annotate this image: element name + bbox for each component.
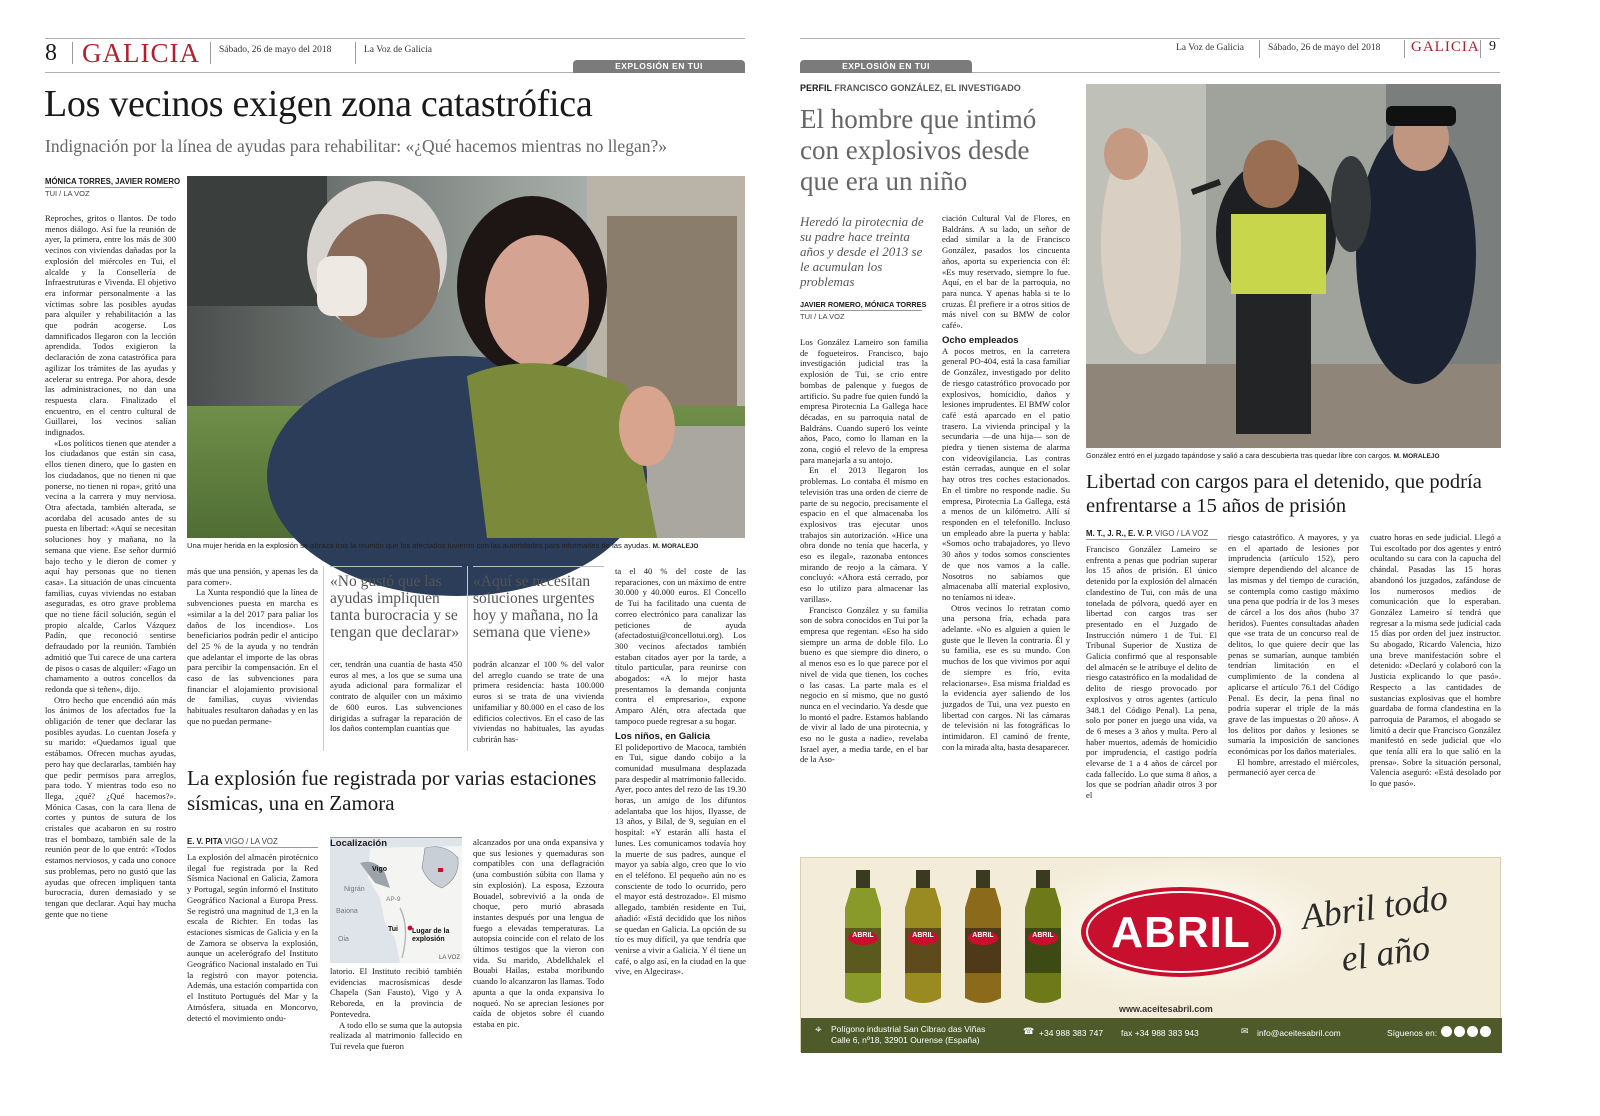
kicker xyxy=(800,83,1021,93)
header-divider xyxy=(1480,40,1481,58)
paragraph: podrán alcanzar el 100 % del valor del arreglo cuando se trate de una primera residencia: hasta 100.000 euros si se trata de una vivienda unifamiliar y 80.000 en el caso de los edificios colectivos. En el caso de las viviendas no habituales, las ayudas cubrirán has- xyxy=(473,659,604,744)
paragraph: más que una pensión, y apenas les da para comer». xyxy=(187,566,318,587)
sub-headline: La explosión fue registrada por varias estaciones sísmicas, una en Zamora xyxy=(187,766,597,815)
header-divider xyxy=(210,42,211,64)
youtube-icon[interactable] xyxy=(1480,1026,1491,1037)
right-page xyxy=(800,0,1600,1116)
bottle-label: ABRIL xyxy=(1032,932,1054,939)
court-column-c xyxy=(1086,544,1217,825)
section-name: GALICIA xyxy=(1411,39,1480,55)
phone-icon: ☎ xyxy=(1023,1026,1035,1036)
paragraph: El hombre, arrestado el miércoles, permaneció ayer cerca de xyxy=(1228,756,1359,778)
paragraph: Francisco González y su familia son de sobra conocidos en Tui por la empresa que regentan. «Eso ha sido siempre un arma de doble filo. Lo bueno es que siempre dio dinero, o al menos eso es lo que parece por el nivel de vida que tienen, los coches o las casas. La parte mala es el negocio en sí mismo, que no gustó nunca en el vecindario. Ya desde que lo montó el padre. Estamos hablando de vivir al lado de una pirotecnia, y eso no le gusta a nadie», revelaba Israel ayer, a media tarde, en el bar de la Aso- xyxy=(800,604,928,765)
abril-logo: ABRIL xyxy=(1111,908,1251,957)
sub-dateline: VIGO / LA VOZ xyxy=(224,837,278,846)
kicker-text: FRANCISCO GONZÁLEZ, EL INVESTIGADO xyxy=(834,83,1021,93)
dateline-2: VIGO / LA VOZ xyxy=(1154,529,1209,538)
header-divider xyxy=(72,42,73,64)
paragraph: latorio. El Instituto recibió también evidencias macrosísmicas desde Chapela (San Fausto), Vigo y A Reboreda, en la provincia de Pontevedra. xyxy=(330,966,462,1019)
subheading-children: Los niños, en Galicia xyxy=(615,730,711,742)
header-divider xyxy=(355,42,356,64)
email-icon: ✉ xyxy=(1241,1026,1249,1036)
photo-caption xyxy=(1086,451,1501,460)
map-marker-label: Lugar de la explosión xyxy=(412,928,450,943)
paragraph: ciación Cultural Val de Flores, en Baldráns. A su lado, un señor de edad similar a la de Francisco González, pasados los cincuenta años, aporta su experiencia con él: «Es muy reservado, siempre lo fue. Aquí, en el bar de la parroquia, no para nunca. Y apenas habla si te lo cruzas. Él prefiere ir a otros sitios de más nivel con su BMW de color café». xyxy=(942,213,1070,331)
photo-illustration xyxy=(1086,84,1501,448)
paragraph: La explosión del almacén pirotécnico ilegal fue registrada por la Red Sísmica Nacional en Galicia, Zamora y Portugal, según informó el Instituto Geográfico Nacional a Europa Press. Se registró una magnitud de 1,3 en la escala de Richter. En todas las estaciones sísmicas de Galicia y en la de Zamora se observa la explosión, aunque un acelerógrafo del Instituto Geográfico Nacional instalado en Tui la registró con mayor potencia. Además, una estación compartida con el Instituto Portugués del Mar y la Atmósfera, situada en Moncorvo, detectó el movimiento ondu- xyxy=(187,852,318,1023)
header-divider xyxy=(1259,40,1260,58)
twitter-icon[interactable] xyxy=(1441,1026,1452,1037)
sub-byline xyxy=(187,837,318,848)
byline: JAVIER ROMERO, MÓNICA TORRES xyxy=(800,300,927,309)
ad-phone: +34 988 383 747 xyxy=(1039,1028,1104,1038)
photo-caption xyxy=(187,541,745,550)
paragraph: Los González Lameiro son familia de fogueteiros. Francisco, bajo investigación judicial tras la explosión de Tui, se crio entre bombas de palenque y fuegos de artificio. Su padre fue quien fundó la empresa Pirotecnia La Gallega hace décadas, en su parroquia natal de Baldráns. Cuando superó los veinte años, Paco, como lo llaman en la zona, cogió el relevo de la empresa para manejarla a su antojo. xyxy=(800,337,928,465)
court-column-e xyxy=(1370,532,1501,825)
slogan-line-1: Abril todo xyxy=(1298,876,1451,938)
paragraph: «Los políticos tienen que atender a los ciudadanos que están sin casa, ellos tienen dinero, que lo gasten en los ciudadanos, que no tienen ni que ponerse, no tienen ni ropa», gritó una vecina a la carrera y muy nerviosa. Otra afectada, también alterada, se acordaba del acusado antes de su puesta en libertad: «Aquí se necesitan soluciones hoy y mañana, no la semana que viene. Ese señor durmió bajo techo y le dieron de comer y aquí hay personas que no tienen casa». La situación de unas cincuenta familias, cuyas viviendas no estaban aseguradas, es otro grave problema que no tiene fácil solución, según el propio alcalde, Carlos Vázquez Padín, que reconoció sentirse defraudado por la reunión. También admitió que Tui carece de una cartera de pisos o casas de alquiler: «Fago un chamamento a outros concellos da redonda que si teñen», dijo. xyxy=(45,437,176,694)
pull-quote-2: «Aquí se necesitan soluciones urgentes hoy y mañana, no la semana que viene» xyxy=(473,566,604,641)
map-label: Baiona xyxy=(336,908,358,915)
map-label: AP-9 xyxy=(386,896,401,903)
headline-2: Libertad con cargos para el detenido, que podría enfrentarse a 15 años de prisión xyxy=(1086,471,1482,517)
facebook-icon[interactable] xyxy=(1467,1026,1478,1037)
headline: Los vecinos exigen zona catastrófica xyxy=(44,83,593,125)
pull-quote-1: «No gustó que las ayudas impliquen tanta burocracia y se tengan que declarar» xyxy=(330,566,462,641)
page-date: Sábado, 26 de mayo del 2018 xyxy=(219,45,332,55)
section-name: GALICIA xyxy=(82,38,200,68)
byline-2-authors: M. T., J. R., E. V. P. xyxy=(1086,529,1153,538)
article-column-1 xyxy=(45,213,176,1058)
map-label: Vigo xyxy=(372,866,388,873)
page-number: 9 xyxy=(1489,39,1496,54)
bottle-label: ABRIL xyxy=(852,932,874,939)
left-page xyxy=(0,0,790,1116)
location-pin-icon: ⌖ xyxy=(815,1022,822,1036)
photo-credit: M. MORALEJO xyxy=(1393,453,1440,460)
sub-byline-author: E. V. PITA xyxy=(187,837,223,846)
paragraph: El polideportivo de Macoca, también en Tui, sigue dando cobijo a la comunidad musulmana desplazada para despedir al matrimonio fallecido. Ayer, poco antes del rezo de las 19.30 horas, un amigo de los difuntos adelantaba que los hijos, Ilyasse, de 13 años, y Bilal, de 9, seguían en el hospital: «Y estarán allí hasta el lunes. Les comunicamos todavía hoy la muerte de sus padres, aunque el mayor ya sabía algo, creo que lo vio en el teléfono. El pequeño aún no es consciente de todo lo ocurrido, pero el mayor está destrozado». El mismo allegado, también residente en Tui, añadió: «Está decidido que los niños se quedan en Galicia. La opción de su tío es muy difícil, ya que tendría que venirse a vivir a Galicia. Y él tiene un café, o algo así, en la ciudad en la que vive, en Algeciras». xyxy=(615,741,747,977)
paragraph: En el 2013 llegaron los problemas. Lo contaba él mismo en televisión tras una orden de cierre de parte de su negocio, precisamente el espacio en el que almacenaba los explosivos tras ejecutar unos trabajos sin autorización. «Hice una obra donde no tenía que hacerla, y eso es ilegal», razonaba entonces mirando de reojo a la cámara. Y concluyó: «Ahora está cerrado, por eso lo utilizo para almacenar las varillas». xyxy=(800,465,928,604)
paragraph: Otro hecho que encendió aún más los ánimos de los afectados fue la obligación de tener que declarar las posibles ayudas. Lo cuentan Josefa y su marido: «Quedamos igual que estábamos. Ofrecen muchas ayudas, pero hay que declararlas, también hay que pedir permisos para arreglos, para todo. Y mientras todo eso no llega, ¿qué? ¿Qué hacemos?». Mónica Casas, con la cara llena de cortes y puntos de sutura de los cristales que acabaron en su rostro tras el bombazo, también sale de la reunión peor de lo que entró: «Todos estamos nerviosos, y cada uno conoce sus problemas, pero no gustó que las ayudas que ofrecen impliquen tanta burocracia, duren demasiado y se tengan que declarar. Aquí hay mucha gente que no tiene xyxy=(45,694,176,919)
social-icons xyxy=(1441,1026,1491,1037)
column-rule xyxy=(323,566,324,751)
sub-article-column-2 xyxy=(330,966,462,1058)
ad-url[interactable]: www.aceitesabril.com xyxy=(1119,1004,1213,1014)
paragraph: Otros vecinos lo retratan como una persona fría, echada para adelante. «No es alguien a quien le guste que le lleven la contraria. Él y su familia, ese es su mundo. Con muchos de los que vivimos por aquí de siempre es frío, evita relacionarse». Esa misma frialdad es la evidencia ayer saliendo de los juzgados de Tui, una vez puesto en libertad con cargos. Ni las cámaras de televisión ni las fotográficas lo intimidaron. El caminó de frente, con la mirada alta, hasta desaparecer. xyxy=(942,602,1070,752)
court-column-d xyxy=(1228,532,1359,825)
page-number: 8 xyxy=(45,40,57,66)
headline: El hombre que intimó con explosivos desde que era un niño xyxy=(800,104,1037,196)
article-column-4 xyxy=(473,659,604,751)
sub-article-column-3 xyxy=(473,837,604,1058)
sub-article-column-1 xyxy=(187,852,318,1058)
map-label: Tui xyxy=(388,926,398,933)
column-rule xyxy=(467,566,468,751)
paragraph: A todo ello se suma que la autopsia realizada al matrimonio fallecido en Tui revela que fueron xyxy=(330,1019,462,1051)
location-map xyxy=(330,837,462,962)
map-credit: LA VOZ xyxy=(438,955,460,961)
paragraph: ta el 40 % del coste de las reparaciones, con un máximo de entre 30.000 y 40.000 euros. El Concello de Tui ha facilitado una cuenta de correo electrónico para canalizar las peticiones de ayuda (afectadostui@concellotui.org). Los 300 vecinos afectados también estaban citados ayer por la tarde, a título particular, para reunirse con abogados: «A lo mejor hasta presentamos la demanda conjunta contra el empresario», expone Amparo Alén, otra afectada que tampoco puede regresar a su hogar. xyxy=(615,566,746,726)
standfirst: Heredó la pirotecnia de su padre hace treinta años y desde el 2013 se le acumulan los problemas xyxy=(800,214,924,289)
paragraph: cuatro horas en sede judicial. Llegó a Tui escoltado por dos agentes y entró ocultando su cara con la capucha del chándal. Pasadas las 15 horas abandonó los juzgados, zafándose de los numerosos medios de comunicación que lo esperaban. González Lameiro sí tendrá que regresar a la misma sede judicial cada 15 días por orden del juez instructor. Su abogado, Ricardo Valencia, hizo una breve manifestación sobre el detenido: «Declaró y colaboró con la Justicia explicando lo que pasó». Respecto a las cantidades de sustancias explosivas que el hombre guardaba de forma clandestina en la parroquia de Paramos, el abogado se limitó a decir que Francisco González manifestó en sede judicial que «lo que tenía allí era lo que salió en la prensa». Sobre la situación personal, Valencia aseguró: «Está desolado por lo que pasó». xyxy=(1370,532,1501,789)
article-column-5 xyxy=(615,566,746,1058)
ad-follow-label: Síguenos en: xyxy=(1387,1028,1438,1038)
photo-credit: M. MORALEJO xyxy=(652,543,699,550)
paragraph: Reproches, gritos o llantos. De todo menos diálogo. Así fue la reunión de ayer, la primera, entre los más de 300 vecinos con viviendas dañadas por la explosión del miércoles en Tui, el alcalde y la Consellería de Infraestruturas e Vivenda. El objetivo era informar personalmente a las víctimas sobre las posibles ayudas para alquiler y rehabilitación a las que podrán acogerse. Los damnificados llegaron con la lección aprendida. Todos exigieron la declaración de zona catastrófica para agilizar los trámites de las ayudas y acelerar su entrega. Por ahora, desde las administraciones, no dan una respuesta clara. Finalizado el encuentro, en el centro cultural de Guillarei, los vecinos salían indignados. xyxy=(45,213,176,438)
ad-address-line-2: Calle 6, nº18, 32901 Ourense (España) xyxy=(831,1035,980,1045)
ad-fax: fax +34 988 383 943 xyxy=(1121,1028,1199,1038)
instagram-icon[interactable] xyxy=(1454,1026,1465,1037)
section-tag: EXPLOSIÓN EN TUI xyxy=(800,60,972,73)
dateline: TUI / LA VOZ xyxy=(800,312,845,321)
map-label: Nigrán xyxy=(344,886,365,893)
header-divider xyxy=(1404,40,1405,58)
court-photo xyxy=(1086,84,1501,448)
article-column-3 xyxy=(330,659,462,751)
article-column-2 xyxy=(187,566,318,751)
header-rule xyxy=(800,38,1500,39)
profile-column-b xyxy=(942,213,1070,825)
ad-address-line-1: Polígono industrial San Cibrao das Viñas xyxy=(831,1024,986,1034)
subhead: Indignación por la línea de ayudas para rehabilitar: «¿Qué hacemos mientras no llegan?» xyxy=(45,136,667,156)
profile-column-a xyxy=(800,337,928,825)
bottle-label: ABRIL xyxy=(972,932,994,939)
map-title: Localización xyxy=(330,838,388,849)
photo-illustration xyxy=(187,176,745,538)
paragraph: Francisco González Lameiro se enfrenta a penas que podrían superar los 15 años de prisión. El único detenido por la explosión del almacén clandestino de Tui, con más de una tonelada de pólvora, quedó ayer en libertad con cargos tras ser presentado en el Juzgado de Instrucción número 1 de Tui. El Tribunal Superior de Xustiza de Galicia confirmó que al responsable del almacén se le atribuye el delito de riesgo catastrófico en la modalidad de delito de riesgo provocado por explosivos y otros agentes (artículo 348.1 del Código Penal). La pena, solo por poner en juego una vida, va de 6 meses a 3 años y multa. Pero al haber muertos, además de homicidio por imprudencia, el castigo podría elevarse de 1 a 4 años de cárcel por cada fallecido. Lo que suma 8 años, a los que se podrían añadir otros 3 por el xyxy=(1086,544,1217,801)
hug-photo xyxy=(187,176,745,538)
photo-caption-text: Una mujer herida en la explosión se abraza tras la reunión que los afectados tuvieron con las autoridades para informarles de las ayudas. xyxy=(187,541,651,550)
bottle-label: ABRIL xyxy=(912,932,934,939)
paragraph: A pocos metros, en la carretera general PO-404, está la casa familiar de González, investigado por delito de riesgo catastrófico provocado por explosivos, homicidio, daños y lesiones imprudentes. El BMW color café está aparcado en el patio trasero. La vivienda principal y la secundaria —de una hija— son de piedra y tienen sistema de alarma con videovigilancia. Las contras están cerradas, aunque en el solar hay otros tres coches estacionados. En el timbre no responde nadie. Su empresa, Pirotecnia La Gallega, está a menos de un kilómetro. Allí sí responden en el telefonillo. Incluso un empleado abre la puerta y habla: «Somos ocho trabajadores, yo llevo 30 años y todos somos conscientes de que nos vamos a la calle. Nosotros no sabíamos que almacenaba allí material explosivo, no teníamos ni idea». xyxy=(942,345,1070,602)
section-tag: EXPLOSIÓN EN TUI xyxy=(573,60,745,73)
abril-advertisement[interactable] xyxy=(800,857,1501,1052)
paper-name: La Voz de Galicia xyxy=(1176,43,1244,53)
paragraph: cer, tendrán una cuantía de hasta 450 euros al mes, a los que se suma una ayuda adicional para formalizar el contrato de alquiler con un máximo de 600 euros. Las subvenciones dirigidas a sufragar la reparación de los daños contemplan cuantías que xyxy=(330,659,462,734)
paragraph: La Xunta respondió que la línea de subvenciones puesta en marcha es «similar a la del 2017 para paliar los daños de los incendios». Los beneficiarios podrán pedir el anticipo del 25 % de la ayuda y no tendrán que adelantar el importe de las obras para percibir la compensación. En el caso de las subvenciones para financiar el alojamiento provisional de familias, cuyas viviendas habituales resultaron dañadas y en las que no puedan permane- xyxy=(187,587,318,726)
paragraph: riesgo catastrófico. A mayores, y ya en el apartado de lesiones por imprudencia (artículo 152), pero siempre dependiendo del alcance de las mismas y del tiempo de curación, se contempla como castigo máximo una pena que podría ir de los 3 meses de cárcel a los dos años (hubo 37 heridos). Fuentes consultadas añaden que «se trata de un concurso real de delitos, lo que quiere decir que las penas se sumarían, aunque también tendrían limitación en el cumplimiento de la condena al aplicarse el artículo 76.1 del Código Penal. Es decir, la pena final no podría superar el triple de la más grave de las impuestas o 20 años». A los delitos por daños y lesiones se sumaría la imposición de sanciones económicas por los daños materiales. xyxy=(1228,532,1359,757)
kicker-label: PERFIL xyxy=(800,83,832,93)
map-label: Oia xyxy=(338,936,349,943)
dateline: TUI / LA VOZ xyxy=(45,189,90,198)
paragraph: alcanzados por una onda expansiva y que sus lesiones y quemaduras son compatibles con una deflagración (una combustión súbita con llama y sin explosión). La esposa, Ezzoura Bouadel, sobrevivió a la onda de choque, pero murió abrasada instantes después por una lengua de fuego a elevadas temperaturas. La autopsia coincide con el relato de los últimos testigos que la vieron con vida. Su marido, Abdelkhalek el Bouabi Hailas, estaba moribundo cuando lo alcanzaron las llamas. Todo apunta a que la onda expansiva lo noqueó. No se aprecian lesiones por caída de objetos sobre él cuando estaba en pic. xyxy=(473,837,604,1029)
paper-name: La Voz de Galicia xyxy=(364,45,432,55)
ad-email[interactable]: info@aceitesabril.com xyxy=(1257,1028,1341,1038)
byline: MÓNICA TORRES, JAVIER ROMERO xyxy=(45,177,181,186)
subheading-employees: Ocho empleados xyxy=(942,334,1019,346)
page-date: Sábado, 26 de mayo del 2018 xyxy=(1268,43,1381,53)
slogan-line-2: el año xyxy=(1338,927,1433,979)
photo-caption-text: González entró en el juzgado tapándose y salió a cara descubierta tras quedar libre con cargos. xyxy=(1086,451,1392,460)
byline-2 xyxy=(1086,529,1217,540)
ad-address xyxy=(831,1024,985,1046)
